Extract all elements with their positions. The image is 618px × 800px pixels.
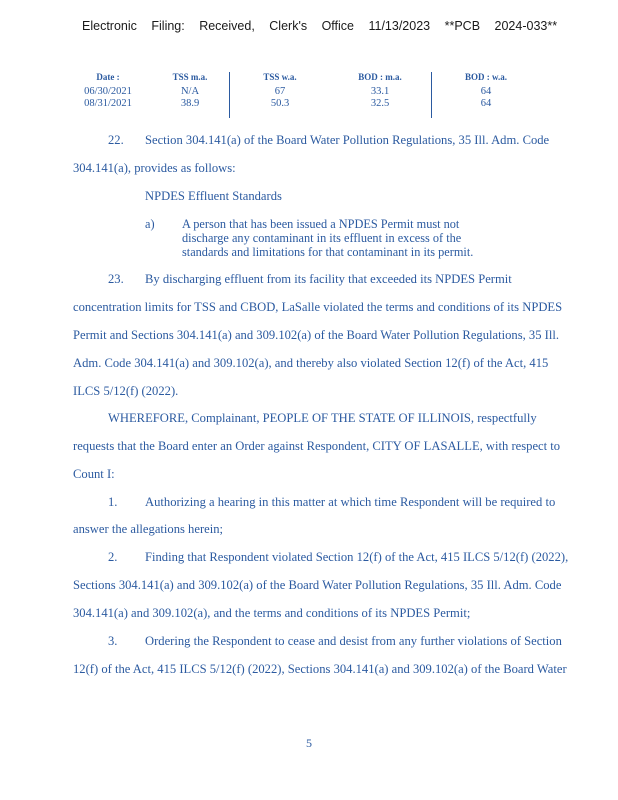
table-column-bod-ma xyxy=(343,72,417,110)
wherefore-line: requests that the Board enter an Order against Respondent, CITY OF LASALLE, with respect to xyxy=(73,439,561,453)
table-divider xyxy=(229,72,230,118)
table-cell: 50.3 xyxy=(270,98,290,109)
header-part: 11/13/2023 xyxy=(368,19,431,33)
header-part: **PCB xyxy=(444,19,481,33)
table-column-tss-ma xyxy=(155,72,225,110)
efiling-header xyxy=(82,19,568,33)
table-cell: N/A xyxy=(180,86,200,97)
item-line: 12(f) of the Act, 415 ILCS 5/12(f) (2022), Sections 304.141(a) and 309.102(a) of the Board Water xyxy=(73,662,567,676)
header-part: 2024-033** xyxy=(494,19,558,33)
header-part: Office xyxy=(321,19,354,33)
paragraph-line: concentration limits for TSS and CBOD, LaSalle violated the terms and conditions of its NPDES xyxy=(73,300,563,314)
header-part: Clerk's xyxy=(269,19,308,33)
table-cell: 64 xyxy=(480,86,492,97)
table-cell: 33.1 xyxy=(370,86,390,97)
header-part: Received, xyxy=(199,19,255,33)
paragraph-line: ILCS 5/12(f) (2022). xyxy=(73,384,179,398)
item-number: 3. xyxy=(108,634,118,648)
table-cell: 67 xyxy=(274,86,286,97)
paragraph-line: Adm. Code 304.141(a) and 309.102(a), and thereby also violated Section 12(f) of the Act, 415 xyxy=(73,356,549,370)
table-divider xyxy=(431,72,432,118)
quote-label: a) xyxy=(145,217,155,231)
table-cell: 08/31/2021 xyxy=(84,98,132,109)
wherefore-line: Count I: xyxy=(73,467,115,481)
paragraph-number: 22. xyxy=(108,133,124,147)
table-column-tss-wa xyxy=(245,72,315,110)
table-column-date xyxy=(75,72,141,110)
header-part: Electronic xyxy=(82,19,137,33)
page-number: 5 xyxy=(306,736,312,750)
item-number: 2. xyxy=(108,550,118,564)
quote-line: discharge any contaminant in its effluent in excess of the xyxy=(182,231,462,245)
table-header: TSS w.a. xyxy=(263,72,297,82)
table-cell: 64 xyxy=(480,98,492,109)
table-cell: 32.5 xyxy=(370,98,390,109)
table-header: TSS m.a. xyxy=(172,72,208,82)
paragraph-line: Section 304.141(a) of the Board Water Pollution Regulations, 35 Ill. Adm. Code xyxy=(145,133,550,147)
quote-title: NPDES Effluent Standards xyxy=(145,189,282,203)
item-line: Sections 304.141(a) and 309.102(a) of the Board Water Pollution Regulations, 35 Ill. Adm. Code xyxy=(73,578,562,592)
item-line: Authorizing a hearing in this matter at which time Respondent will be required to xyxy=(145,495,556,509)
table-column-bod-wa xyxy=(449,72,523,110)
item-line: answer the allegations herein; xyxy=(73,522,224,536)
table-header: Date : xyxy=(96,72,120,82)
table-cell: 06/30/2021 xyxy=(84,86,132,97)
table-cell: 38.9 xyxy=(180,98,200,109)
header-part: Filing: xyxy=(151,19,185,33)
item-line: Finding that Respondent violated Section 12(f) of the Act, 415 ILCS 5/12(f) (2022), xyxy=(145,550,569,564)
item-line: Ordering the Respondent to cease and desist from any further violations of Section xyxy=(145,634,562,648)
table-header: BOD : w.a. xyxy=(464,72,507,82)
paragraph-number: 23. xyxy=(108,272,124,286)
quote-line: A person that has been issued a NPDES Permit must not xyxy=(182,217,460,231)
item-line: 304.141(a) and 309.102(a), and the terms and conditions of its NPDES Permit; xyxy=(73,606,471,620)
item-number: 1. xyxy=(108,495,118,509)
quote-line: standards and limitations for that contaminant in its permit. xyxy=(182,245,474,259)
wherefore-line: WHEREFORE, Complainant, PEOPLE OF THE STATE OF ILLINOIS, respectfully xyxy=(108,411,537,425)
paragraph-line: By discharging effluent from its facility that exceeded its NPDES Permit xyxy=(145,272,512,286)
paragraph-line: Permit and Sections 304.141(a) and 309.102(a) of the Board Water Pollution Regulations, 35 Ill. xyxy=(73,328,559,342)
table-header: BOD : m.a. xyxy=(358,72,402,82)
paragraph-line: 304.141(a), provides as follows: xyxy=(73,161,236,175)
